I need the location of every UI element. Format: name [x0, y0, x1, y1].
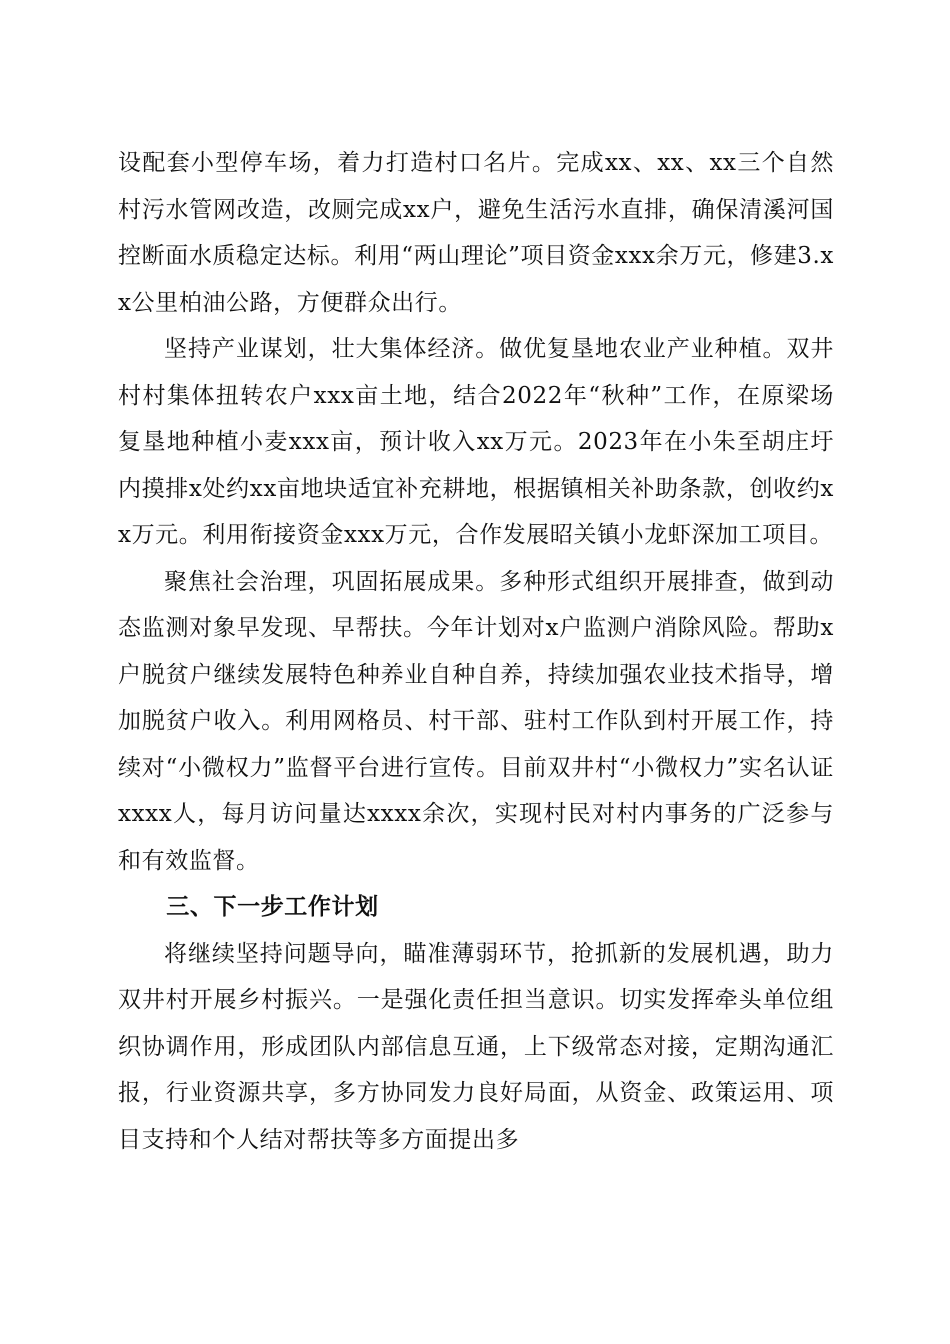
paragraph-governance: 聚焦社会治理，巩固拓展成果。多种形式组织开展排查，做到动态监测对象早发现、早帮扶。今年计划对x户监测户消除风险。帮助x户脱贫户继续发展特色种养业自种自养，持续加强农业技术指导，增加脱贫户收入。利用网格员、村干部、驻村工作队到村开展工作，持续对“小微权力”监督平台进行宣传。目前双井村“小微权力”实名认证xxxx人，每月访问量达xxxx余次，实现村民对村内事务的广泛参与和有效监督。: [118, 568, 834, 874]
paragraph-industry: 坚持产业谋划，壮大集体经济。做优复垦地农业产业种植。双井村村集体扭转农户xxx亩土地，结合2022年“秋种”工作，在原梁场复垦地种植小麦xxx亩，预计收入xx万元。2023年在小朱至胡庄圩内摸排x处约xx亩地块适宜补充耕地，根据镇相关补助条款，创收约xx万元。利用衔接资金xxx万元，合作发展昭关镇小龙虾深加工项目。: [118, 336, 834, 548]
paragraph-next-plan: 将继续坚持问题导向，瞄准薄弱环节，抢抓新的发展机遇，助力双井村开展乡村振兴。一是强化责任担当意识。切实发挥牵头单位组织协调作用，形成团队内部信息互通，上下级常态对接，定期沟通汇报，行业资源共享，多方协同发力良好局面，从资金、政策运用、项目支持和个人结对帮扶等多方面提出多: [118, 940, 834, 1153]
paragraph-continuation: 设配套小型停车场，着力打造村口名片。完成xx、xx、xx三个自然村污水管网改造，改厕完成xx户，避免生活污水直排，确保清溪河国控断面水质稳定达标。利用“两山理论”项目资金xxx余万元，修建3.xx公里柏油公路，方便群众出行。: [118, 150, 834, 316]
section-heading: 三、下一步工作计划: [166, 894, 379, 920]
document-body: [118, 140, 834, 1163]
